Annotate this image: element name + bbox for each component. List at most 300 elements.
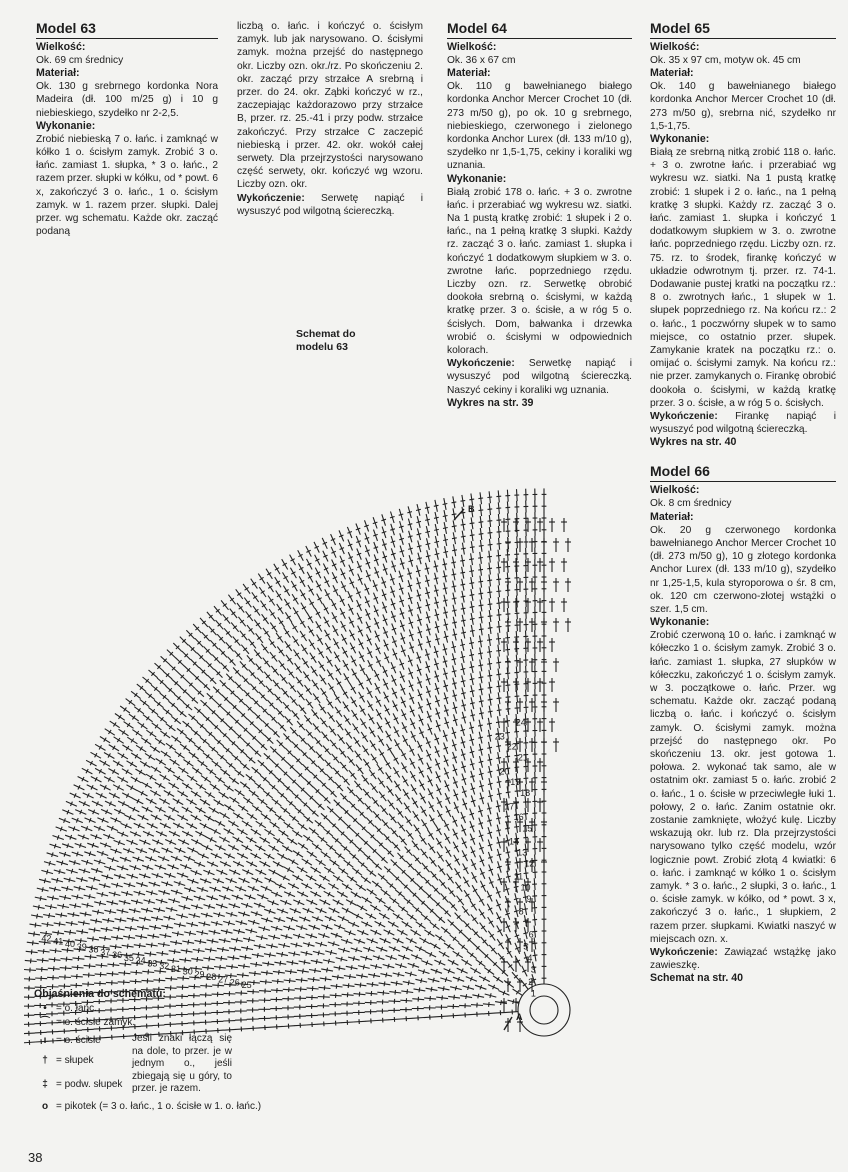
stitch-crossbar <box>496 579 501 580</box>
stitch-crossbar <box>478 641 483 642</box>
stitch-crossbar <box>434 505 439 506</box>
stitch-crossbar <box>54 844 56 849</box>
stitch-crossbar <box>469 571 474 572</box>
round-number: 38 <box>88 944 99 955</box>
stitch-crossbar <box>37 914 38 919</box>
round-number: 13 <box>517 847 528 858</box>
stitch-crossbar <box>382 544 387 546</box>
stitch-crossbar <box>108 918 109 923</box>
stitch-crossbar <box>120 918 121 923</box>
stitch-crossbar <box>479 534 484 535</box>
legend-item <box>34 1003 284 1017</box>
stitch-crossbar <box>112 857 114 862</box>
stitch-crossbar <box>408 585 413 586</box>
page-number: 38 <box>28 1150 43 1165</box>
stitch-crossbar <box>323 933 325 938</box>
stitch-crossbar <box>376 964 377 969</box>
stitch-crossbar <box>410 972 411 977</box>
stitch-crossbar <box>184 905 185 910</box>
stitch-crossbar <box>81 877 82 882</box>
stitch-crossbar <box>435 626 440 627</box>
stitch-crossbar <box>162 951 163 956</box>
model63-work-label: Wykonanie: <box>36 119 96 132</box>
stitch-crossbar <box>426 666 431 668</box>
stitch-crossbar <box>324 853 327 857</box>
stitch-crossbar <box>506 792 511 793</box>
stitch-crossbar <box>65 895 66 900</box>
stitch-crossbar <box>291 969 292 974</box>
stitch-crossbar <box>461 632 466 633</box>
stitch-crossbar <box>117 935 118 940</box>
stitch-crossbar <box>444 710 449 712</box>
model65-work-label: Wykonanie: <box>650 133 710 146</box>
model65-material-label: Materiał: <box>650 67 694 80</box>
stitch-crossbar <box>87 903 88 908</box>
stitch-crossbar <box>378 956 380 961</box>
stitch-crossbar <box>104 883 105 888</box>
stitch-crossbar <box>226 929 227 934</box>
stitch-crossbar <box>434 566 439 567</box>
stitch-crossbar <box>355 741 359 744</box>
stitch-crossbar <box>356 948 358 953</box>
stitch-crossbar <box>443 673 448 674</box>
stitch-crossbar <box>413 963 415 968</box>
stitch-crossbar <box>176 940 177 945</box>
stitch-crossbar <box>434 529 439 530</box>
stitch-crossbar <box>69 878 70 883</box>
model66-material-label: Materiał: <box>650 510 694 523</box>
stitch-crossbar <box>409 560 414 561</box>
stitch-crossbar <box>179 881 181 886</box>
stitch-crossbar <box>209 904 210 909</box>
stitch-crossbar <box>313 683 317 686</box>
round-number: 24 <box>515 717 526 728</box>
stitch-crossbar <box>488 759 493 760</box>
stitch-crossbar <box>330 950 331 955</box>
model64-finish-text: Serwetkę napiąć i wysuszyć pod wilgotną ściereczką. Naszyć cekiny i koraliki wg uznania. <box>447 358 632 396</box>
stitch-crossbar <box>460 572 465 573</box>
stitch-crossbar <box>234 903 236 908</box>
round-number: 3 <box>530 964 536 975</box>
round-number: 39 <box>76 941 87 952</box>
stitch-crossbar <box>233 955 234 960</box>
stitch-crossbar <box>49 913 50 918</box>
stitch-crossbar <box>455 986 456 991</box>
stitch-crossbar <box>47 870 48 875</box>
stitch-crossbar <box>247 799 250 803</box>
stitch-crossbar <box>198 948 199 953</box>
stitch-crossbar <box>116 883 117 888</box>
stitch-crossbar <box>66 957 67 962</box>
stitch-crossbar <box>337 975 338 980</box>
stitch-crossbar <box>119 874 120 879</box>
stitch-crossbar <box>291 917 293 922</box>
stitch-crossbar <box>238 929 239 934</box>
stitch-crossbar <box>102 892 103 897</box>
stitch-crossbar <box>487 723 492 724</box>
stitch-crossbar <box>173 898 174 903</box>
stitch-crossbar <box>452 695 457 696</box>
stitch-crossbar <box>416 570 421 571</box>
stitch-crossbar <box>426 544 431 545</box>
stitch-crossbar <box>388 964 389 969</box>
stitch-crossbar <box>96 868 98 873</box>
stitch-crossbar <box>200 939 201 944</box>
stitch-crossbar <box>460 644 465 645</box>
stitch-crossbar <box>497 879 502 881</box>
stitch-crossbar <box>470 595 475 596</box>
stitch-crossbar <box>247 946 248 951</box>
round-number: 10 <box>520 882 531 893</box>
round-number: 33 <box>147 958 158 969</box>
stitch-crossbar <box>487 556 492 557</box>
stitch-crossbar <box>149 899 150 904</box>
round-number: 17 <box>504 801 515 812</box>
stitch-crossbar <box>452 732 457 734</box>
stitch-crossbar <box>93 937 94 942</box>
stitch-crossbar <box>192 922 193 927</box>
legend-text: = słupek <box>56 1055 94 1066</box>
stitch-crossbar <box>434 651 439 652</box>
stitch-crossbar <box>470 703 475 704</box>
stitch-crossbar <box>188 940 189 945</box>
stitch-crossbar <box>478 810 483 811</box>
stitch-crossbar <box>423 969 425 974</box>
stitch-crossbar <box>452 514 457 515</box>
stitch-crossbar <box>417 607 422 608</box>
stitch-crossbar <box>271 944 272 949</box>
stitch-crossbar <box>54 957 55 962</box>
stitch-crossbar <box>390 517 395 518</box>
stitch-crossbar <box>488 699 493 700</box>
stitch-crossbar <box>501 1000 502 1005</box>
stitch-crossbar <box>83 921 84 926</box>
stitch-crossbar <box>434 517 439 518</box>
stitch-crossbar <box>452 659 457 660</box>
stitch-crossbar <box>442 564 447 565</box>
stitch-crossbar <box>461 608 466 609</box>
round-number: 35 <box>123 952 134 963</box>
legend-note: Jeśli znaki łączą się na dole, to przer. je w jednym o., jeśli zbiegają się u góry, to przer. je razem. <box>132 1033 232 1095</box>
stitch-crossbar <box>470 667 475 668</box>
model64-work-label: Wykonanie: <box>447 172 507 185</box>
stitch-crossbar <box>126 891 127 896</box>
arrow-label: A <box>516 1012 523 1022</box>
stitch-crossbar <box>141 934 142 939</box>
stitch-crossbar <box>506 614 511 615</box>
stitch-crossbar <box>278 979 279 984</box>
stitch-crossbar <box>434 590 439 591</box>
stitch-crossbar <box>505 721 510 722</box>
stitch-crossbar <box>136 900 137 905</box>
stitch-crossbar <box>443 735 448 737</box>
stitch-crossbar <box>444 698 449 700</box>
stitch-crossbar <box>506 685 511 686</box>
stitch-crossbar <box>278 636 282 639</box>
stitch-crossbar <box>532 919 537 920</box>
stitch-crossbar <box>488 521 493 522</box>
stitch-crossbar <box>163 942 164 947</box>
stitch-crossbar <box>383 556 388 558</box>
stitch-crossbar <box>408 536 413 537</box>
stitch-crossbar <box>426 629 431 630</box>
stitch-crossbar <box>374 547 379 549</box>
stitch-crossbar <box>368 947 370 952</box>
stitch-crossbar <box>496 591 501 592</box>
model66-finish-text: Zawiązać wstążkę jako zawieszkę. <box>650 946 836 972</box>
stitch-crossbar <box>461 766 466 768</box>
stitch-crossbar <box>487 808 492 809</box>
stitch-crossbar <box>67 886 68 891</box>
stitch-crossbar <box>333 942 335 947</box>
model65-title: Model 65 <box>650 20 836 39</box>
round-number: 4 <box>527 953 533 964</box>
stitch-crossbar <box>196 905 197 910</box>
stitch-crossbar <box>407 573 412 574</box>
stitch-crossbar <box>177 931 178 936</box>
stitch-crossbar <box>399 526 404 527</box>
stitch-crossbar <box>443 986 444 991</box>
stitch-crossbar <box>408 548 413 549</box>
round-number: 34 <box>135 955 146 966</box>
stitch-crossbar <box>350 974 351 979</box>
stitch-crossbar <box>327 968 328 973</box>
legend-symbol: ⌒ <box>40 1017 50 1028</box>
stitch-crossbar <box>61 913 62 918</box>
stitch-crossbar <box>67 844 69 849</box>
stitch-crossbar <box>488 795 493 796</box>
stitch-crossbar <box>479 786 484 787</box>
stitch-crossbar <box>470 776 475 777</box>
stitch-crossbar <box>426 617 431 618</box>
stitch-crossbar <box>497 854 502 855</box>
stitch-crossbar <box>284 943 285 948</box>
stitch-crossbar <box>134 865 136 870</box>
stitch-crossbar <box>461 501 466 502</box>
stitch-crossbar <box>488 711 493 712</box>
stitch-crossbar <box>468 985 469 990</box>
stitch-crossbar <box>360 983 361 988</box>
stitch-crossbar <box>461 681 466 682</box>
stitch-crossbar <box>496 722 501 723</box>
stitch-crossbar <box>443 504 448 505</box>
stitch-crossbar <box>514 923 519 925</box>
stitch-crossbar <box>339 966 340 971</box>
stitch-crossbar <box>89 894 90 899</box>
stitch-crossbar <box>470 679 475 680</box>
round-number: 31 <box>171 963 182 974</box>
stitch-crossbar <box>96 919 97 924</box>
stitch-crossbar <box>202 887 204 892</box>
stitch-crossbar <box>44 878 45 883</box>
stitch-crossbar <box>42 887 43 892</box>
stitch-crossbar <box>150 952 151 957</box>
stitch-crossbar <box>496 806 501 807</box>
stitch-crossbar <box>372 982 373 987</box>
stitch-crossbar <box>395 990 396 995</box>
stitch-crossbar <box>443 516 448 517</box>
stitch-crossbar <box>443 528 448 529</box>
stitch-crossbar <box>231 912 232 917</box>
model63-finish-text: Serwetę napiąć i wysuszyć pod wilgotną ściereczką. <box>237 192 423 217</box>
model65-work: Białą ze srebrną nitką zrobić 118 o. łańc. + 3 o. zwrotne łańc. i przerabiać wg wykresu wz. siatki. Na 1 pustą kratkę zrobić: 1 słupek i 2 o. łańc., na 1 pełną kratkę 3 słupki. Każdy rz. zacząć 3 o. łańc. zamiast 1. słupka i kończyć 1 dodatkowym słupkiem w 3. o. zwrotne łańc. poprzedniego rzędu. Liczby ozn. rz. 75. rz. to środek, firankę kończyć w układzie odwrotnym tj. przer. rz. 74-1. Dodawanie pustej kratki na początku rz.: 8 o. zwrotnych łańc., 1 słupek w 1. słupek poprzedniego rz. Na końcu rz.: 2 o. łańc., 1 poczwórny słupek w to samo miejsce, co ostatnio przer. słupek. Zamykanie kratek na początku rz.: o. omijać o. ścisłymi zamyk. Na końcu rz.: nie przer. zamykanych o. Firankę obrobić dookoła o. ścisłymi, w każdą kratkę przer. 3 o. ścisłe, a w róg 5 o. ścisłych. <box>650 147 836 409</box>
stitch-crossbar <box>416 521 421 522</box>
stitch-crossbar <box>35 923 36 928</box>
stitch-crossbar <box>470 813 475 815</box>
stitch-crossbar <box>324 986 325 991</box>
round-number: 6 <box>528 929 534 940</box>
stitch-crossbar <box>59 922 60 927</box>
stitch-crossbar <box>497 603 502 604</box>
stitch-crossbar <box>269 909 271 914</box>
model63-size-label: Wielkość: <box>36 41 86 53</box>
stitch-crossbar <box>425 654 430 656</box>
round-number: 12 <box>524 858 535 869</box>
stitch-crossbar <box>346 732 350 735</box>
stitch-crossbar <box>479 677 484 678</box>
stitch-crossbar <box>462 791 467 793</box>
stitch-crossbar <box>142 926 143 931</box>
stitch-crossbar <box>190 931 191 936</box>
stitch-crossbar <box>221 904 223 909</box>
stitch-crossbar <box>515 767 520 768</box>
stitch-crossbar <box>179 923 180 928</box>
round-number: 42 <box>41 933 52 944</box>
stitch-crossbar <box>487 735 492 736</box>
stitch-crossbar <box>409 647 414 649</box>
stitch-crossbar <box>282 952 283 957</box>
stitch-crossbar <box>304 960 305 965</box>
stitch-crossbar <box>426 641 431 642</box>
stitch-crossbar <box>267 971 268 976</box>
legend-text: = pikotek (= 3 o. łańc., 1 o. ścisłe w 1. o. łańc.) <box>56 1101 262 1112</box>
model66-material: Ok. 20 g czerwonego kordonka bawełnianego Anchor Mercer Crochet 10 (dł. 273 m/50 g), 10 g złotego kordonka Anchor Lurex (dł. 133 m/10 g), szydełko nr 1,25-1,5, kula styroporowa o śr. 8 cm, ok. 120 cm czerwono-złotej wstążki o szer. 1,5 cm. <box>650 524 836 615</box>
stitch-crossbar <box>469 643 474 644</box>
stitch-crossbar <box>342 869 345 873</box>
stitch-crossbar <box>470 715 475 716</box>
stitch-crossbar <box>496 758 501 759</box>
round-number: 1 <box>530 988 536 999</box>
stitch-crossbar <box>505 889 510 890</box>
stitch-crossbar <box>489 1002 490 1007</box>
stitch-crossbar <box>141 882 143 887</box>
model65-material: Ok. 140 g bawełnianego białego kordonka Anchor Mercer Crochet 10 (dł. 273 m/50 g), srebrna nić, szydełko nr 1,5-1,75. <box>650 81 836 132</box>
stitch-crossbar <box>487 640 492 641</box>
stitch-crossbar <box>296 832 299 836</box>
stitch-crossbar <box>171 907 172 912</box>
stitch-crossbar <box>443 588 448 589</box>
stitch-crossbar <box>488 832 493 833</box>
stitch-crossbar <box>383 991 384 996</box>
round-number: 27 <box>218 974 229 985</box>
stitch-crossbar <box>452 502 457 503</box>
stitch-crossbar <box>443 600 448 601</box>
model65-finish-text: Firankę napiąć i wysuszyć pod wilgotną ściereczką. <box>650 411 836 436</box>
stitch-crossbar <box>154 882 156 887</box>
model66-size-label: Wielkość: <box>650 484 700 497</box>
legend-text: = o. ścisłe <box>56 1035 101 1046</box>
stitch-crossbar <box>216 921 217 926</box>
stitch-crossbar <box>479 761 484 762</box>
stitch-crossbar <box>452 574 457 575</box>
stitch-crossbar <box>461 693 466 694</box>
stitch-crossbar <box>94 928 95 933</box>
model64-size: Ok. 36 x 67 cm <box>447 55 516 66</box>
stitch-crossbar <box>496 818 501 819</box>
stitch-crossbar <box>430 996 431 1001</box>
legend-symbol: • <box>43 1003 47 1014</box>
stitch-crossbar <box>462 779 467 781</box>
stitch-crossbar <box>109 866 111 871</box>
stitch-crossbar <box>246 903 248 908</box>
stitch-crossbar <box>185 958 186 963</box>
stitch-crossbar <box>232 964 233 969</box>
stitch-crossbar <box>479 593 484 594</box>
stitch-crossbar <box>157 916 158 921</box>
stitch-crossbar <box>224 938 225 943</box>
stitch-crossbar <box>453 719 458 720</box>
stitch-crossbar <box>478 994 479 999</box>
stitch-crossbar <box>194 913 195 918</box>
stitch-crossbar <box>122 866 124 871</box>
legend-symbol: ı <box>43 1035 47 1046</box>
stitch-crossbar <box>189 888 191 893</box>
stitch-crossbar <box>400 563 405 565</box>
stitch-crossbar <box>113 962 114 967</box>
stitch-crossbar <box>506 876 511 877</box>
stitch-crossbar <box>416 583 421 584</box>
stitch-crossbar <box>425 592 430 593</box>
stitch-crossbar <box>408 610 413 612</box>
stitch-crossbar <box>443 540 448 541</box>
stitch-crossbar <box>132 716 135 720</box>
stitch-crossbar <box>408 980 409 985</box>
stitch-crossbar <box>259 944 260 949</box>
stitch-crossbar <box>71 869 72 874</box>
model63-work-part2: liczbą o. łańc. i kończyć o. ścisłym zamyk. lub jak narysowano. O. ścisłymi zamyk. można przejść do następnego okr. Liczby ozn. okr./rz. Po skończeniu 2. okr. zacząć przy strzałce A srebrną i przer. do 24. okr. Ząbki kończyć w rz., zaczepiając każdorazowo przy strzałce B, przer. rz. 25.-41 i przy podw. strzałce zakończyć. Przy strzałce C zaczepić niebieską i przer. 42. okr. wokół całej serwety. Dla przejrzystości narysowano część serwety, okr. kończyć wg wzoru. Liczby ozn. okr. <box>237 21 423 191</box>
stitch-crossbar <box>294 952 295 957</box>
stitch-crossbar <box>488 783 493 784</box>
stitch-crossbar <box>496 830 501 831</box>
stitch-crossbar <box>469 727 474 728</box>
model63-work-part1: Zrobić niebieską 7 o. łańc. i zamknąć w kółko 1 o. ścisłym zamyk. Zrobić 3 o. łańc. zamiast 1. słupka, * 3 o. łańc., 2 razem przer. słupki w kółku, od * powt. 6 x, zakończyć 3 o. łańc., 1 o. ścisłym zamyk. w 1. razem przer. słupki. Dalej przer. wg schematu. Każde okr. zacząć podaną <box>36 133 218 238</box>
stitch-crossbar <box>426 556 431 557</box>
stitch-crossbar <box>478 653 483 654</box>
stitch-crossbar <box>409 634 414 636</box>
model64-chart-ref: Wykres na str. 39 <box>447 396 534 409</box>
stitch-crossbar <box>460 560 465 561</box>
stitch-crossbar <box>144 917 145 922</box>
stitch-crossbar <box>399 538 404 539</box>
stitch-crossbar <box>366 956 367 961</box>
stitch-crossbar <box>127 944 128 949</box>
model65-size-label: Wielkość: <box>650 41 700 53</box>
round-number: 41 <box>53 936 64 947</box>
stitch-crossbar <box>33 941 34 946</box>
stitch-crossbar <box>151 891 152 896</box>
legend-text: = o. łańc. <box>56 1003 97 1014</box>
stitch-crossbar <box>479 701 484 702</box>
stitch-crossbar <box>64 852 66 857</box>
stitch-crossbar <box>478 558 483 559</box>
diagram-label-text: Schemat do modelu 63 <box>296 328 356 353</box>
stitch-crossbar <box>488 675 493 676</box>
stitch-crossbar <box>488 857 493 859</box>
stitch-crossbar <box>461 742 466 743</box>
center-ring-inner <box>530 996 558 1024</box>
stitch-crossbar <box>479 749 484 750</box>
stitch-crossbar <box>497 627 502 628</box>
